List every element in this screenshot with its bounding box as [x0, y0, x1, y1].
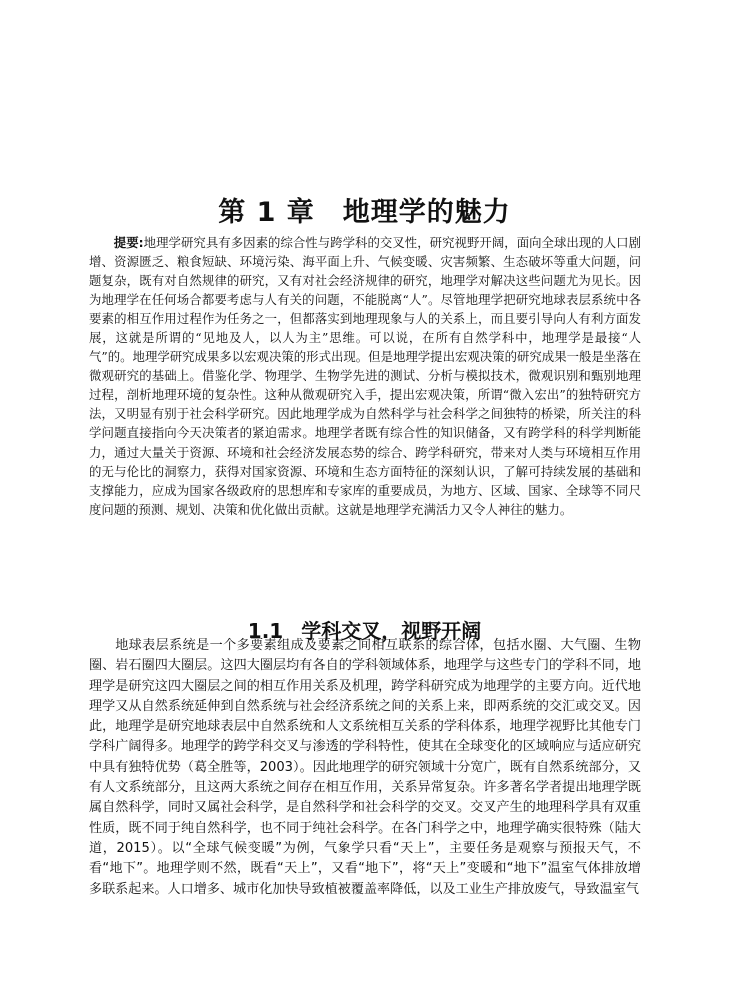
- abstract-label: 提要:: [113, 235, 144, 250]
- section-number: 1.1: [247, 618, 284, 643]
- chapter-number: 第 1 章: [218, 197, 315, 229]
- chapter-abstract: [89, 233, 641, 519]
- chapter-title: [0, 190, 729, 229]
- body-paragraph: 地球表层系统是一个多要素组成及要素之间相互联系的综合体，包括水圈、大气圈、生物圈、岩石圈四大圈层。这四大圈层均有各自的学科领域体系，地理学与这些专门的学科不同，地理学是研究这四大圈层之间的相互作用关系及机理，跨学科研究成为地理学的主要方向。近代地理学又从自然系统延伸到自然系统与社会经济系统之间的关系上来，即两系统的交汇或交叉。因此，地理学是研究地球表层中自然系统和人文系统相互关系的学科体系，地理学视野比其他专门学科广阔得多。地理学的跨学科交叉与渗透的学科特性，使其在全球变化的区域响应与适应研究中具有独特优势（葛全胜等，2003）。因此地理学的研究领域十分宽广，既有自然系统部分，又有人文系统部分，且这两大系统之间存在相互作用，关系异常复杂。许多著名学者提出地理学既属自然科学，同时又属社会科学，是自然科学和社会科学的交叉。交叉产生的地理科学具有双重性质，既不同于纯自然科学，也不同于纯社会科学。在各门科学之中，地理学确实很特殊（陆大道，2015）。以“全球气候变暖”为例，气象学只看“天上”，主要任务是观察与预报天气，不看“地下”。地理学则不然，既看“天上”，又看“地下”，将“天上”变暖和“地下”温室气体排放增多联系起来。人口增多、城市化加快导致植被覆盖率降低，以及工业生产排放废气，导致温室气: [89, 638, 641, 897]
- section-name: 学科交叉，视野开阔: [301, 618, 482, 643]
- abstract-text: 地理学研究具有多因素的综合性与跨学科的交叉性，研究视野开阔，面向全球出现的人口剧增、资源匮乏、粮食短缺、环境污染、海平面上升、气候变暖、灾害频繁、生态破坏等重大问题，问题复杂，既有对自然规律的研究，又有对社会经济规律的研究，地理学对解决这些问题尤为见长。因为地理学在任何场合都要考虑与人有关的问题，不能脱离“人”。尽管地理学把研究地球表层系统中各要素的相互作用过程作为任务之一，但都落实到地理现象与人的关系上，而且要引导向人有利方面发展，这就是所谓的“见地及人，以人为主”思维。可以说，在所有自然学科中，地理学是最接“人气”的。地理学研究成果多以宏观决策的形式出现。但是地理学提出宏观决策的研究成果一般是坐落在微观研究的基础上。借鉴化学、物理学、生物学先进的测试、分析与模拟技术，微观识别和甄别地理过程，剖析地理环境的复杂性。这种从微观研究入手，提出宏观决策，所谓“微入宏出”的独特研究方法，又明显有别于社会科学研究。因此地理学成为自然科学与社会科学之间独特的桥梁，所关注的科学问题直接指向今天决策者的紧迫需求。地理学者既有综合性的知识储备，又有跨学科的科学判断能力，通过大量关于资源、环境和社会经济发展态势的综合、跨学科研究，带来对人类与环境相互作用的无与伦比的洞察力，获得对国家资源、环境和生态方面特征的深刻认识，了解可持续发展的基础和支撑能力，应成为国家各级政府的思想库和专家库的重要成员，为地方、区域、国家、全球等不同尺度问题的预测、规划、决策和优化做出贡献。这就是地理学充满活力又令人神往的魅力。: [89, 235, 641, 517]
- chapter-name: 地理学的魅力: [342, 197, 511, 229]
